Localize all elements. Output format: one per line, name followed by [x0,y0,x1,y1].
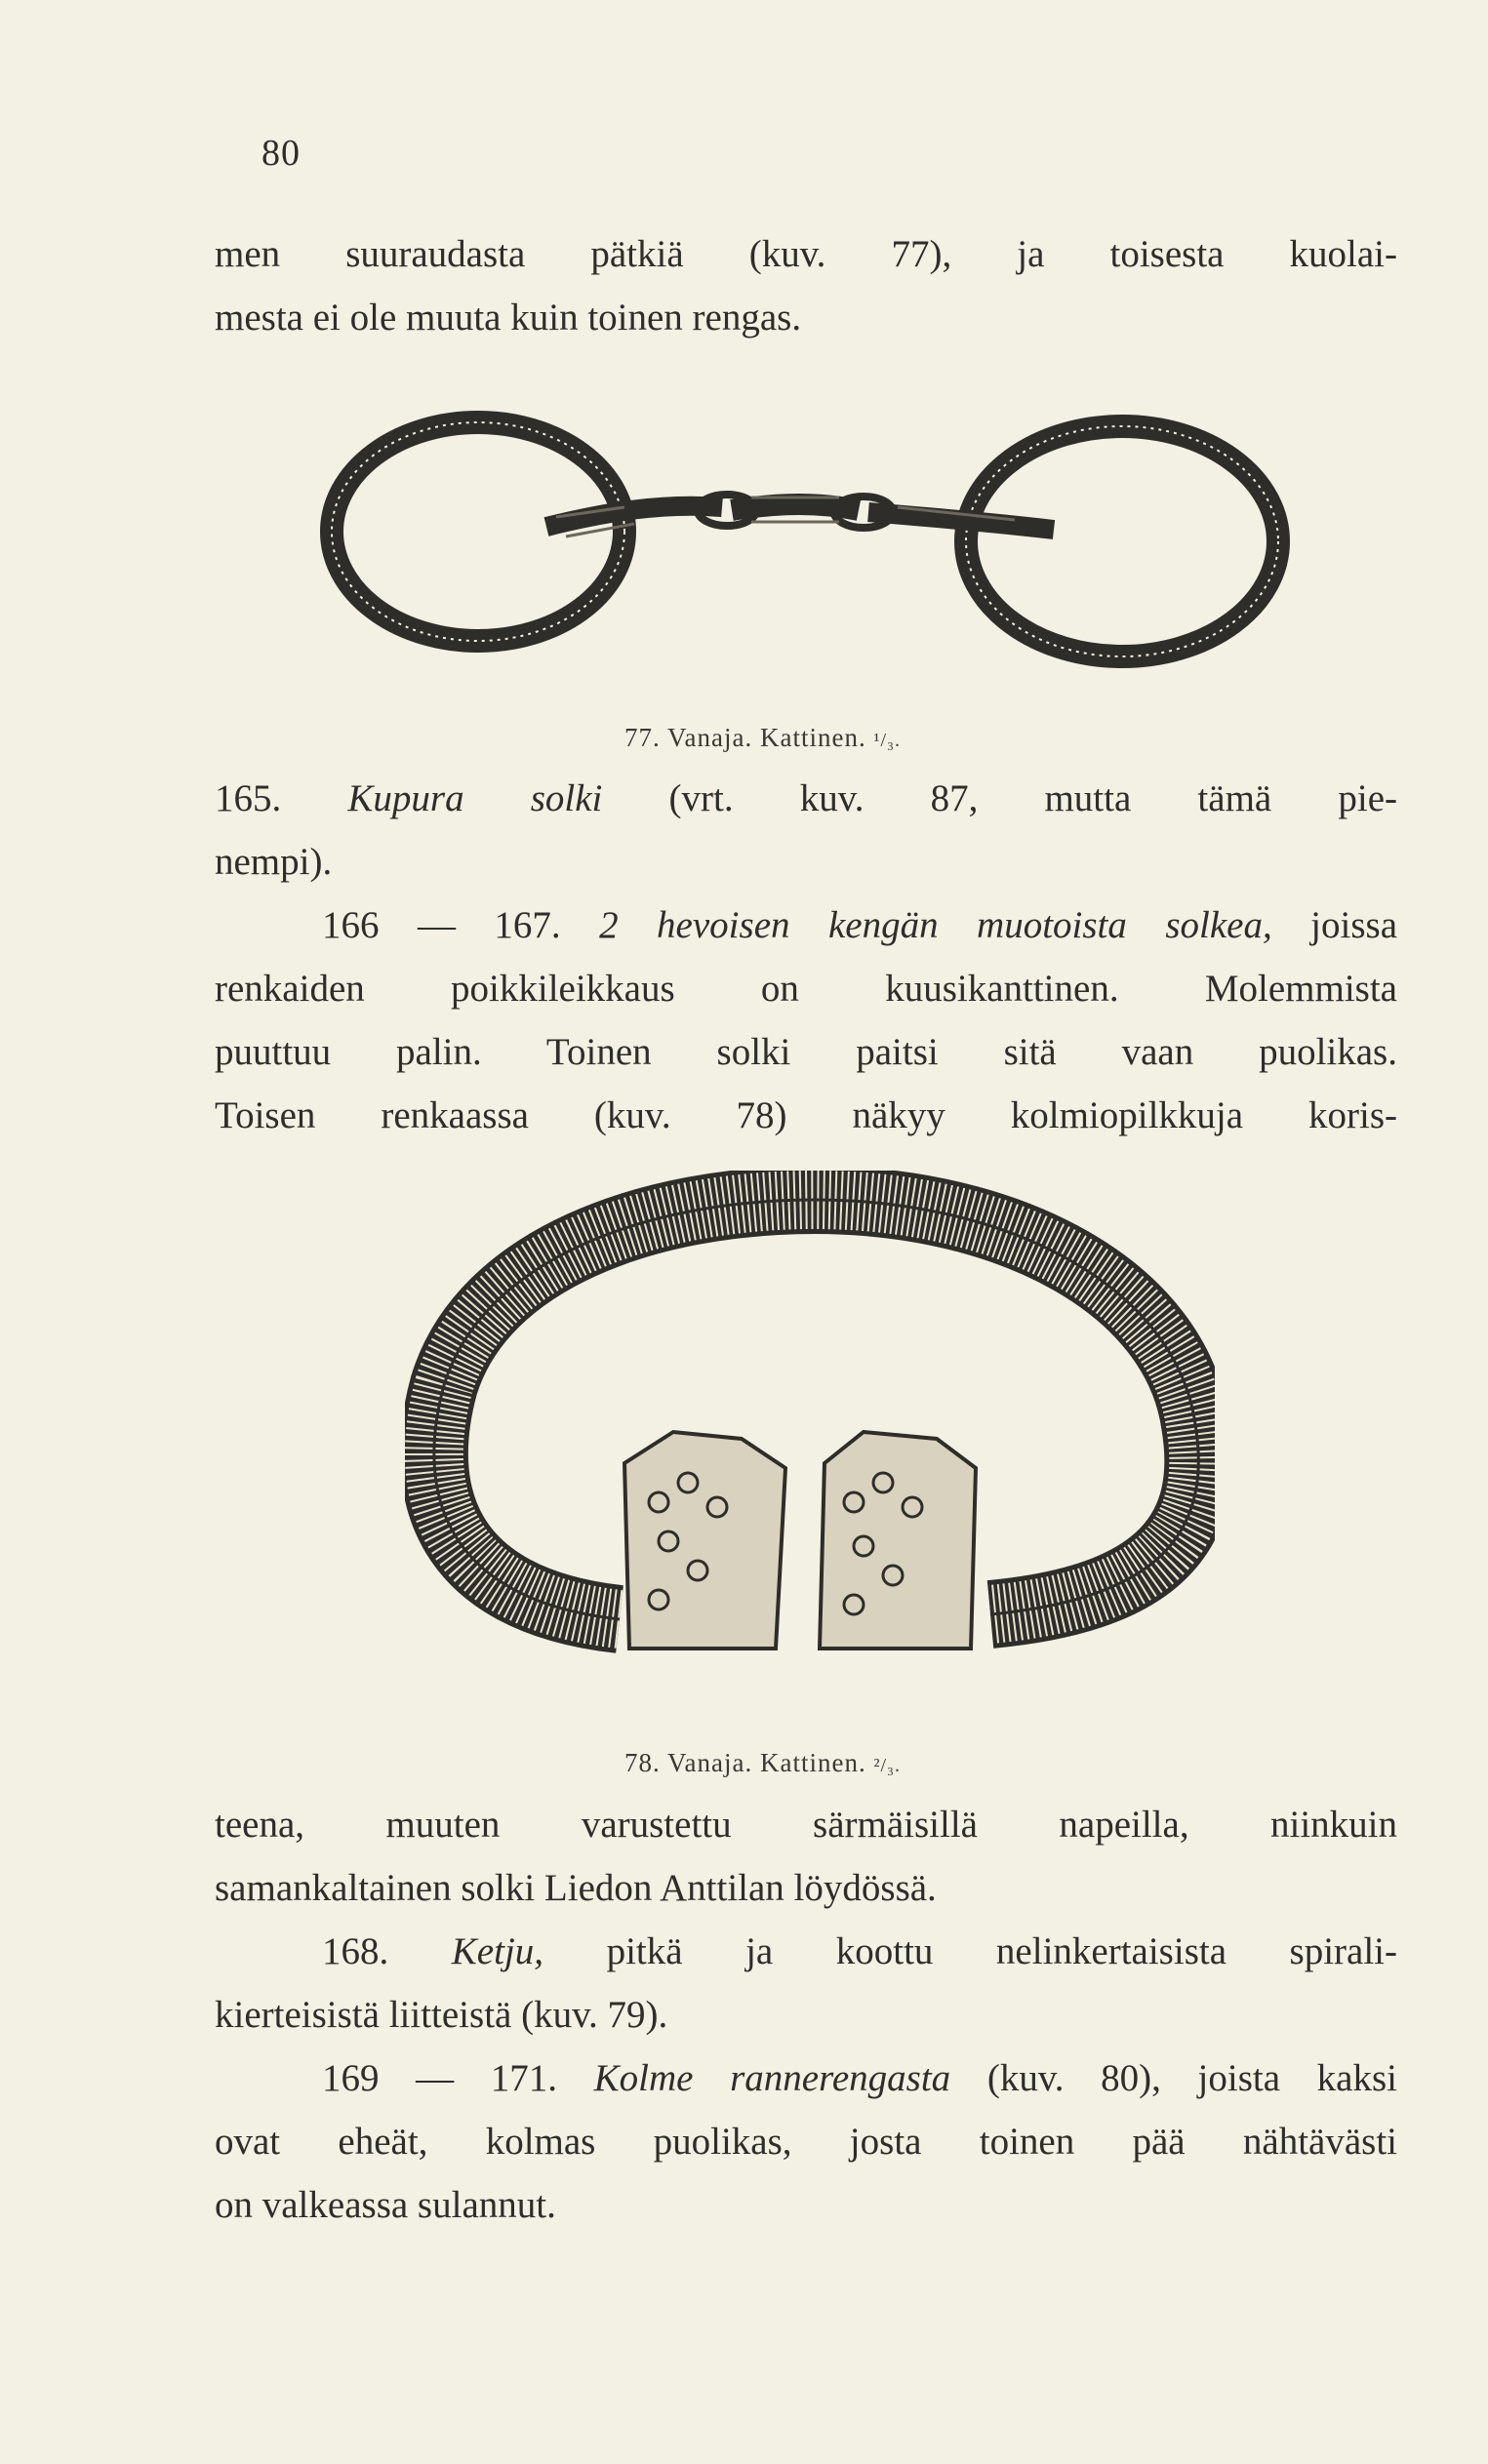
text-line: Toisen renkaassa (kuv. 78) näkyy kolmiopilkkuja koris- [215,1094,1397,1136]
item-text: pitkä ja koottu nelinkertaisista spirali- [606,1930,1398,1972]
item-title: Ketju, [451,1930,544,1972]
text-line: teena, muuten varustettu särmäisillä napeilla, niinkuin [215,1804,1397,1846]
item-title: Kolme rannerengasta [593,2057,951,2099]
caption-scale: ²/₃. [873,1755,901,1776]
page-number: 80 [261,133,301,174]
item-165 [215,767,1397,894]
item-169-171 [215,2047,1397,2237]
item-text: (vrt. kuv. 87, mutta tämä pie- [668,777,1397,819]
text-line: mesta ei ole muuta kuin toinen rengas. [215,297,802,338]
item-text: joissa [1310,904,1398,946]
figure-78-horseshoe-buckle [405,1171,1215,1678]
item-166-167 [215,894,1397,1147]
text-line: kierteisistä liitteistä (kuv. 79). [215,1994,668,2036]
item-title: 2 hevoisen kengän muotoista solkea, [599,904,1272,946]
paragraph-continued [215,1793,1397,1920]
paragraph-top [215,222,1397,349]
item-168 [215,1920,1397,2047]
figure-77-caption [624,723,901,753]
text-line: ovat eheät, kolmas puolikas, josta toinen pää nähtävästi [215,2121,1397,2163]
item-number: 169 — 171. [322,2057,558,2099]
text-line: nempi). [215,841,333,883]
text-line [215,1920,1397,1983]
item-text: (kuv. 80), joista kaksi [986,2057,1398,2099]
text-line: samankaltainen solki Liedon Anttilan löydössä. [215,1867,937,1909]
figure-78-caption [624,1748,901,1778]
text-line: renkaiden poikkileikkaus on kuusikanttinen. Molemmista [215,968,1397,1010]
caption-text: 78. Vanaja. Kattinen. [624,1748,866,1777]
caption-scale: ¹/₃. [873,730,901,751]
figure-77-snaffle-bit [312,395,1298,697]
item-number: 166 — 167. [322,904,561,946]
text-line: men suuraudasta pätkiä (kuv. 77), ja toisesta kuolai- [215,233,1397,275]
item-number: 168. [322,1930,389,1972]
text-line: on valkeassa sulannut. [215,2184,556,2226]
text-line [215,894,1397,957]
caption-text: 77. Vanaja. Kattinen. [624,723,866,752]
text-line [215,767,1397,830]
item-number: 165. [215,777,282,819]
text-line [215,2047,1397,2110]
text-line: puuttuu palin. Toinen solki paitsi sitä vaan puolikas. [215,1031,1397,1073]
item-title: Kupura solki [347,777,603,819]
